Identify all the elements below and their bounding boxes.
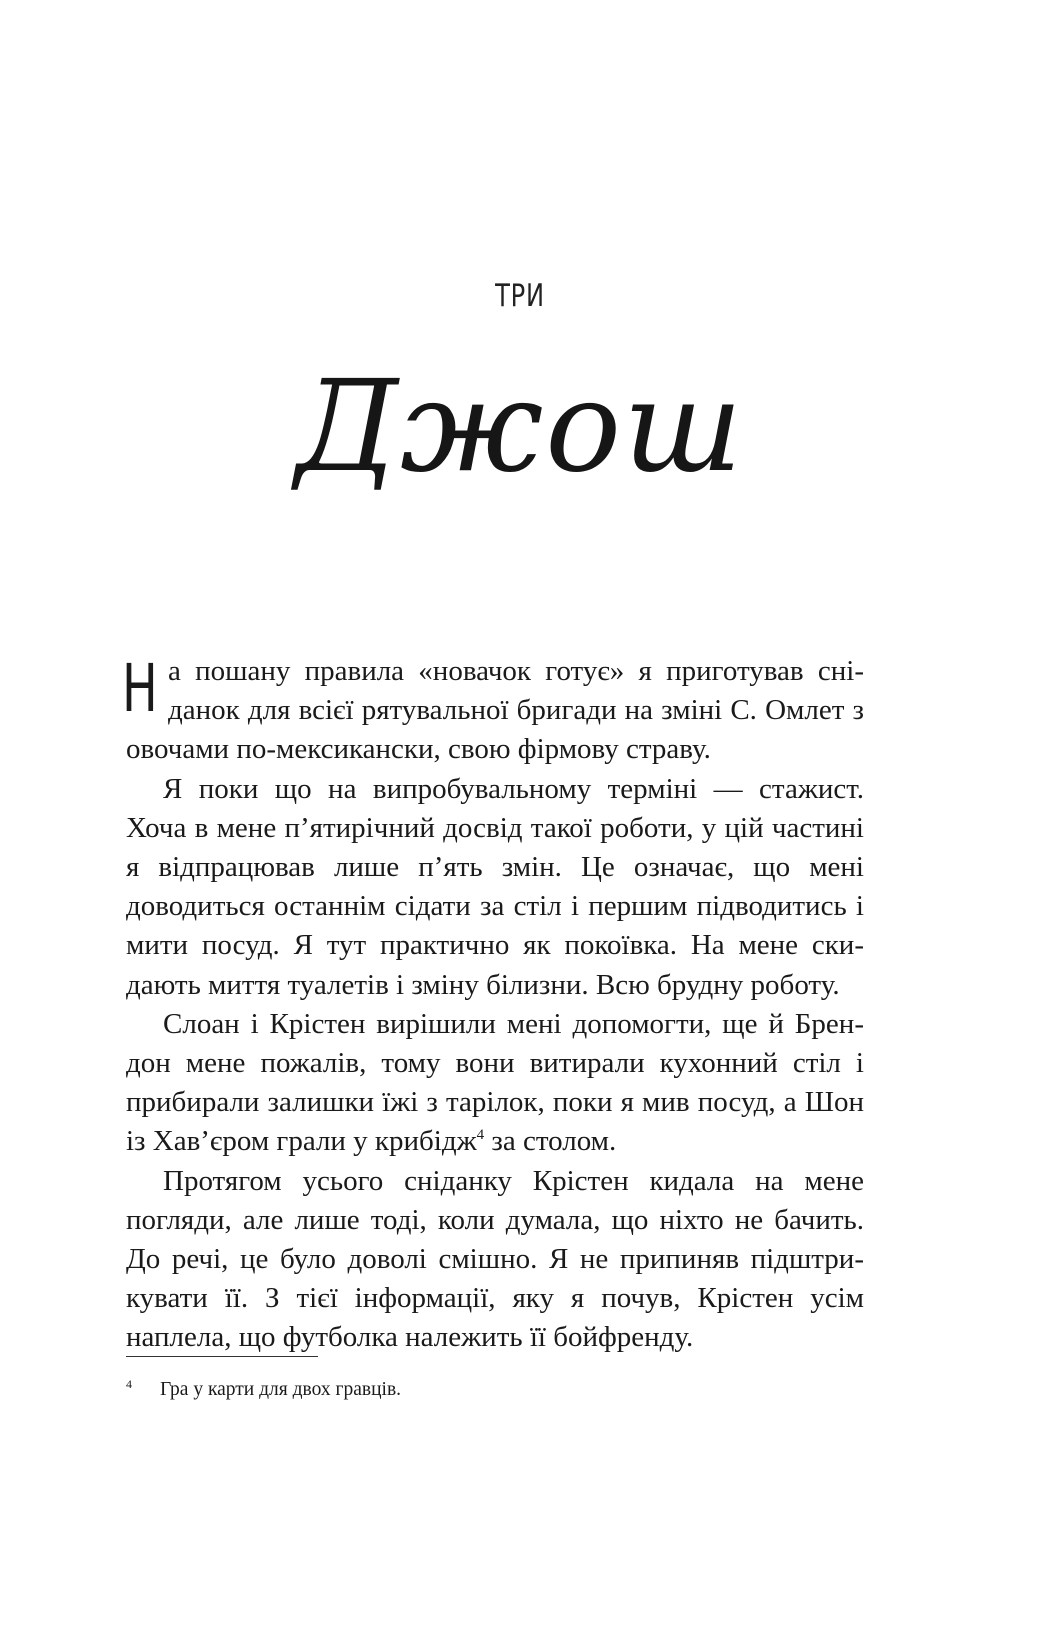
paragraph xyxy=(122,650,864,770)
body-text xyxy=(122,650,864,1358)
footnote: 4 Гра у карти для двох гравців. xyxy=(126,1377,402,1400)
paragraph-text: Протягом усього сніданку Крістен кидала на мене погляди, але лише тоді, коли думала, що ніхто не бачить. До речі, це було доволі смішно. Я не припиняв підштрикувати її. З тієї інформації, яку я почув, Крістен усім наплела, що футболка належить її бойфренду. xyxy=(126,1164,864,1354)
chapter-number: ТРИ xyxy=(495,278,545,314)
footnote-text: Гра у карти для двох гравців. xyxy=(160,1379,402,1400)
paragraph-text: Я поки що на випробувальному терміні — стажист. Хоча в мене п’ятирічний досвід такої роботи, у цій частині я відпрацював лише п’ять змін. Це означає, що мені доводиться останнім сідати за стіл і першим підводитись і мити посуд. Я тут практично як покоївка. На мене скидають миття туалетів і зміну білизни. Всю брудну роботу. xyxy=(126,772,864,1001)
footnote-reference[interactable]: 4 xyxy=(476,1127,485,1144)
paragraph xyxy=(126,1005,864,1162)
drop-cap: Н xyxy=(122,650,158,727)
paragraph-text: а пошану правила «новачок готує» я приготував сніданок для всієї рятувальної бригади на зміні С. Омлет з овочами по-мексикански, свою фірмову страву. xyxy=(126,655,864,766)
paragraph-text: Слоан і Крістен вирішили мені допомогти, ще й Брендон мене пожалів, тому вони витирали кухонний стіл і прибирали залишки їжі з тарілок, поки я мив посуд, а Шон із Хав’єром грали у крибідж xyxy=(126,1007,864,1158)
paragraph xyxy=(126,770,864,1005)
paragraph xyxy=(126,1162,864,1358)
paragraph-text: за столом. xyxy=(484,1125,617,1158)
chapter-title: Джош xyxy=(295,353,745,500)
footnote-separator xyxy=(126,1356,318,1357)
